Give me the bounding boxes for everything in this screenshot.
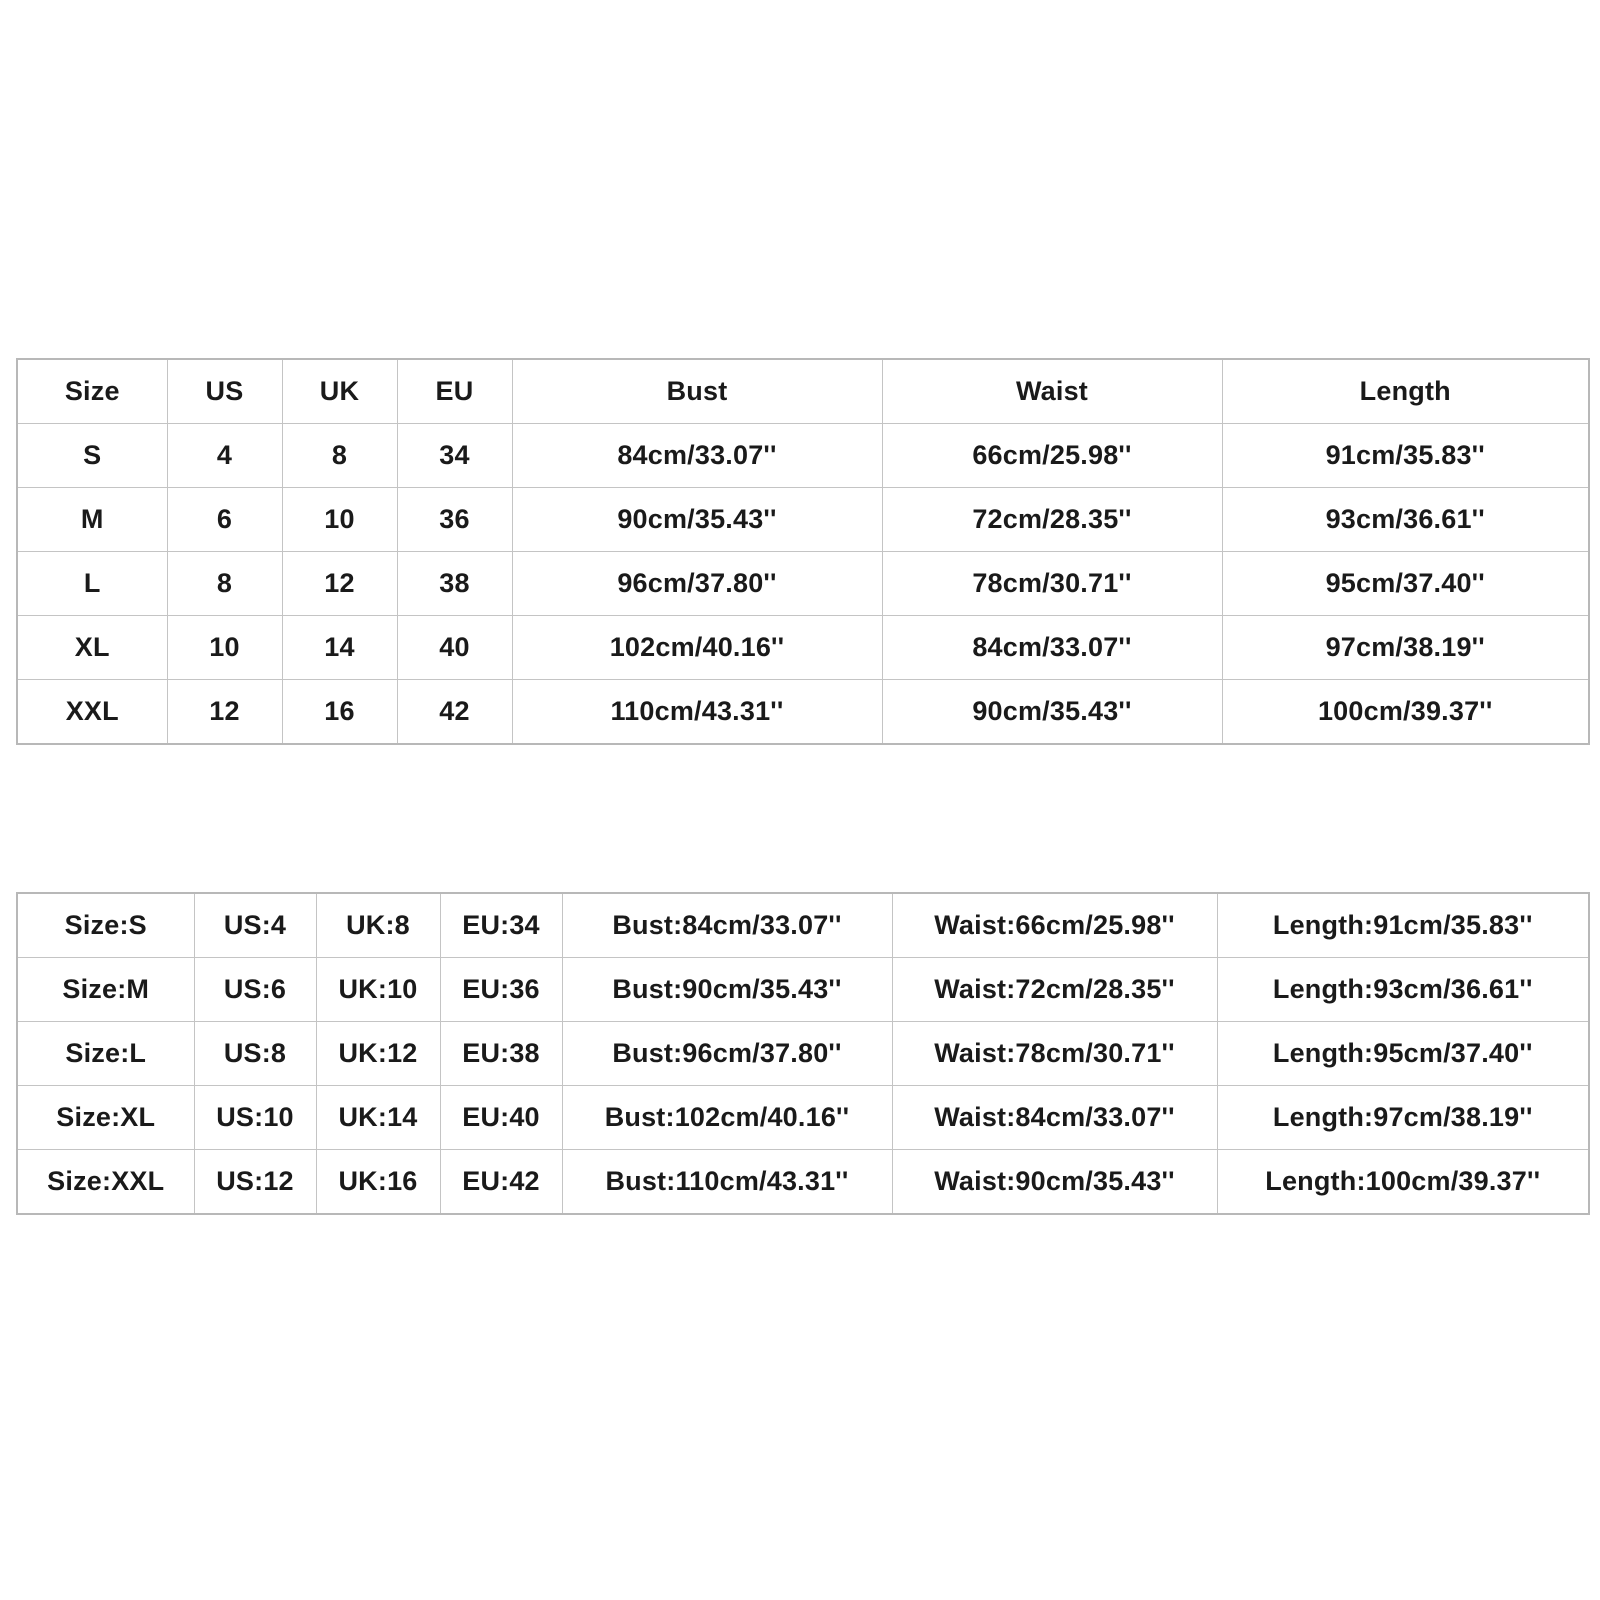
header-cell-bust: Bust [512,359,882,424]
cell-us: 10 [167,616,282,680]
table-row [17,958,1589,1022]
cell-uk: 8 [282,424,397,488]
cell-uk: UK:16 [316,1150,440,1215]
cell-us: 12 [167,680,282,745]
cell-us: US:6 [194,958,316,1022]
cell-length: Length:97cm/38.19'' [1217,1086,1589,1150]
cell-length: Length:93cm/36.61'' [1217,958,1589,1022]
table-row [17,1150,1589,1215]
cell-bust: 110cm/43.31'' [512,680,882,745]
header-cell-waist: Waist [882,359,1222,424]
table-row [17,488,1589,552]
cell-size: L [17,552,167,616]
cell-bust: 84cm/33.07'' [512,424,882,488]
table-row [17,424,1589,488]
cell-us: US:4 [194,893,316,958]
cell-bust: Bust:90cm/35.43'' [562,958,892,1022]
cell-waist: Waist:78cm/30.71'' [892,1022,1217,1086]
header-cell-us: US [167,359,282,424]
cell-length: 93cm/36.61'' [1222,488,1589,552]
cell-uk: UK:14 [316,1086,440,1150]
cell-waist: Waist:90cm/35.43'' [892,1150,1217,1215]
cell-uk: UK:10 [316,958,440,1022]
header-cell-eu: EU [397,359,512,424]
cell-us: US:10 [194,1086,316,1150]
cell-size: S [17,424,167,488]
cell-size: XXL [17,680,167,745]
cell-size: Size:M [17,958,194,1022]
header-cell-length: Length [1222,359,1589,424]
cell-length: Length:100cm/39.37'' [1217,1150,1589,1215]
cell-eu: EU:38 [440,1022,562,1086]
cell-size: XL [17,616,167,680]
cell-bust: 96cm/37.80'' [512,552,882,616]
cell-length: 91cm/35.83'' [1222,424,1589,488]
cell-length: Length:95cm/37.40'' [1217,1022,1589,1086]
size-chart-labeled-table [16,892,1590,1215]
table-row [17,1022,1589,1086]
cell-length: 97cm/38.19'' [1222,616,1589,680]
cell-bust: Bust:102cm/40.16'' [562,1086,892,1150]
cell-us: 4 [167,424,282,488]
cell-waist: 66cm/25.98'' [882,424,1222,488]
cell-size: Size:XL [17,1086,194,1150]
header-cell-uk: UK [282,359,397,424]
cell-uk: 10 [282,488,397,552]
cell-waist: Waist:84cm/33.07'' [892,1086,1217,1150]
cell-length: 95cm/37.40'' [1222,552,1589,616]
cell-eu: EU:36 [440,958,562,1022]
cell-size: M [17,488,167,552]
cell-size: Size:XXL [17,1150,194,1215]
header-cell-size: Size [17,359,167,424]
cell-bust: Bust:84cm/33.07'' [562,893,892,958]
cell-size: Size:L [17,1022,194,1086]
table-row [17,552,1589,616]
cell-eu: 42 [397,680,512,745]
cell-waist: 72cm/28.35'' [882,488,1222,552]
cell-uk: UK:12 [316,1022,440,1086]
cell-uk: 16 [282,680,397,745]
cell-us: 8 [167,552,282,616]
cell-eu: EU:40 [440,1086,562,1150]
cell-us: 6 [167,488,282,552]
cell-uk: 12 [282,552,397,616]
cell-eu: 34 [397,424,512,488]
cell-waist: 84cm/33.07'' [882,616,1222,680]
cell-uk: UK:8 [316,893,440,958]
cell-eu: EU:34 [440,893,562,958]
cell-bust: 90cm/35.43'' [512,488,882,552]
cell-waist: 90cm/35.43'' [882,680,1222,745]
cell-uk: 14 [282,616,397,680]
cell-size: Size:S [17,893,194,958]
cell-us: US:12 [194,1150,316,1215]
cell-eu: 40 [397,616,512,680]
cell-waist: Waist:72cm/28.35'' [892,958,1217,1022]
cell-bust: Bust:110cm/43.31'' [562,1150,892,1215]
table-row [17,893,1589,958]
cell-waist: Waist:66cm/25.98'' [892,893,1217,958]
cell-eu: 36 [397,488,512,552]
table-row [17,616,1589,680]
cell-eu: EU:42 [440,1150,562,1215]
cell-bust: 102cm/40.16'' [512,616,882,680]
cell-us: US:8 [194,1022,316,1086]
cell-waist: 78cm/30.71'' [882,552,1222,616]
header-row [17,359,1589,424]
table-row [17,1086,1589,1150]
cell-eu: 38 [397,552,512,616]
cell-length: Length:91cm/35.83'' [1217,893,1589,958]
cell-bust: Bust:96cm/37.80'' [562,1022,892,1086]
size-chart-table [16,358,1590,745]
table-row [17,680,1589,745]
cell-length: 100cm/39.37'' [1222,680,1589,745]
